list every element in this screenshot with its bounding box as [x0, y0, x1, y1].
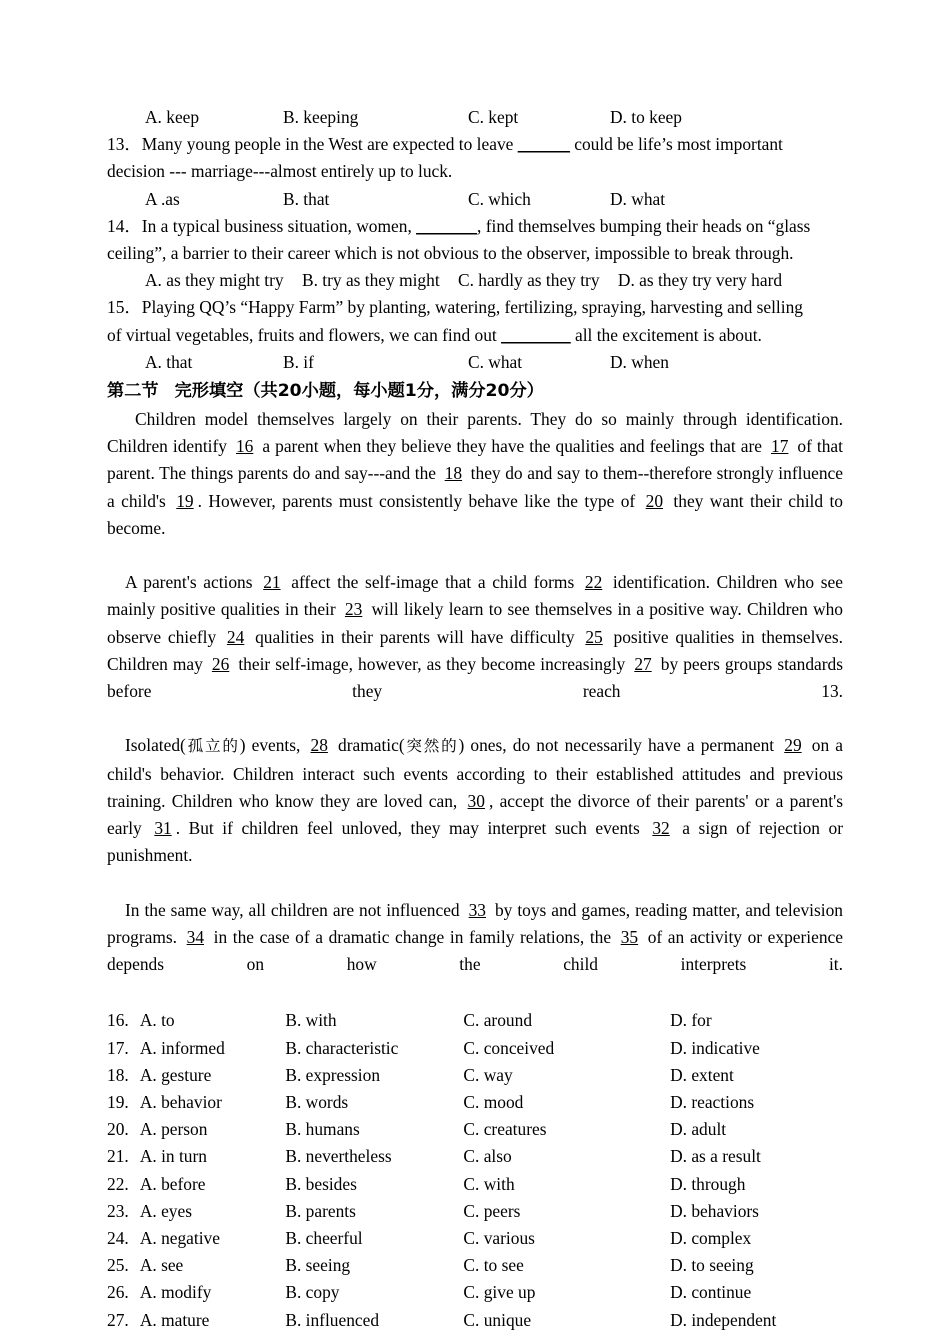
- cloze-p2-text-4: will likely learn to see themselves in a positive way. Children who observe chiefly: [107, 599, 843, 647]
- choice-row: [107, 1171, 843, 1198]
- choice-option-a[interactable]: A. in turn: [139, 1146, 207, 1167]
- q14-stem-text-1: In a typical business situation, women,: [141, 215, 417, 236]
- q14-options-row: [107, 267, 843, 294]
- cloze-p2-text-5: qualities in their parents will have difficulty: [248, 626, 582, 647]
- choice-option-a[interactable]: A. see: [139, 1255, 184, 1276]
- cloze-blank-20: 20: [645, 490, 664, 511]
- cloze-paragraph-1: [107, 406, 843, 569]
- q13-stem-text-1: Many young people in the West are expected to leave: [141, 134, 518, 155]
- choice-row: [107, 1007, 843, 1034]
- cloze-blank-34: 34: [186, 926, 205, 947]
- cloze-blank-32: 32: [652, 818, 670, 839]
- choice-option-d[interactable]: D. extent: [670, 1064, 734, 1085]
- cloze-p2-text-1: A parent's actions: [125, 572, 260, 593]
- choice-option-b[interactable]: B. influenced: [285, 1309, 380, 1330]
- choice-option-c[interactable]: C. give up: [463, 1282, 536, 1303]
- choice-option-d[interactable]: D. reactions: [670, 1092, 755, 1113]
- cloze-blank-25: 25: [585, 626, 603, 647]
- choice-option-a[interactable]: A. mature: [139, 1309, 210, 1330]
- choice-option-c[interactable]: C. creatures: [463, 1119, 547, 1140]
- choice-option-b[interactable]: B. expression: [285, 1064, 381, 1085]
- cloze-blank-29: 29: [784, 735, 802, 756]
- q15-option-b: B. if: [283, 351, 314, 372]
- section-2-title: 完形填空（共: [174, 380, 278, 401]
- choice-option-c[interactable]: C. to see: [463, 1255, 524, 1276]
- choice-option-b[interactable]: B. seeing: [285, 1255, 351, 1276]
- choice-number: 26.: [107, 1282, 129, 1303]
- cloze-p2-text-2: affect the self-image that a child forms: [284, 572, 581, 593]
- exam-page: [107, 104, 843, 1334]
- q13-option-b: B. that: [283, 188, 330, 209]
- choice-row: [107, 1089, 843, 1116]
- cloze-blank-27: 27: [634, 653, 652, 674]
- section-2-unit-1: 小题，每小题: [301, 380, 405, 401]
- section-2-label: 第二节: [107, 380, 159, 401]
- cloze-blank-18: 18: [444, 463, 463, 484]
- cloze-p4-text-4: of an activity or experience depends on how the child interprets it.: [107, 926, 843, 975]
- cloze-p2-text-8: by peers groups standards before they reach 13.: [107, 653, 843, 702]
- choice-row: [107, 1143, 843, 1170]
- cloze-p1-text-2: a parent when they believe they have the qualities and feelings that are: [257, 436, 767, 457]
- cloze-blank-21: 21: [263, 572, 281, 593]
- q12-option-c: C. kept: [468, 107, 519, 127]
- q15-stem-text-3: all the excitement is about.: [570, 324, 762, 345]
- choice-number: 17.: [107, 1037, 129, 1058]
- choice-number: 16.: [107, 1010, 129, 1031]
- choice-option-b[interactable]: B. humans: [285, 1119, 360, 1140]
- choice-option-b[interactable]: B. cheerful: [285, 1228, 363, 1249]
- q14-option-a: A. as they might try: [145, 270, 284, 291]
- choice-number: 21.: [107, 1146, 129, 1167]
- cloze-paragraph-4: [107, 897, 843, 1006]
- choice-option-c[interactable]: C. conceived: [463, 1037, 555, 1058]
- cloze-p4-text-2: by toys and games, reading matter, and television programs.: [107, 899, 843, 947]
- q15-option-a: A. that: [145, 351, 193, 372]
- choice-option-a[interactable]: A. informed: [139, 1037, 225, 1058]
- choice-option-d[interactable]: D. indicative: [670, 1037, 760, 1058]
- cloze-blank-16: 16: [235, 436, 254, 457]
- q15-stem-text-1: Playing QQ’s “Happy Farm” by planting, watering, fertilizing, spraying, harvesting and selling: [141, 297, 803, 318]
- choice-option-c[interactable]: C. mood: [463, 1092, 524, 1113]
- q13-options-row: [107, 186, 843, 213]
- choice-option-c[interactable]: C. way: [463, 1064, 513, 1085]
- choice-option-d[interactable]: D. through: [670, 1173, 746, 1194]
- choice-row: [107, 1116, 843, 1143]
- cloze-p4-text-3: in the case of a dramatic change in family relations, the: [208, 926, 617, 947]
- cloze-p1-text-5: . However, parents must consistently behave like the type of: [197, 490, 642, 511]
- cloze-paragraph-3: [107, 732, 843, 896]
- section-2-count: 20: [277, 380, 302, 401]
- cloze-blank-30: 30: [467, 790, 485, 811]
- choice-option-c[interactable]: C. various: [463, 1228, 535, 1249]
- q14-blank: _______: [416, 215, 478, 236]
- choice-row: [107, 1307, 843, 1334]
- cloze-choices-body: [107, 1007, 843, 1333]
- q13-number: 13．: [107, 134, 142, 155]
- choice-option-d[interactable]: D. adult: [670, 1119, 727, 1140]
- q15-number: 15．: [107, 297, 142, 318]
- choice-number: 25.: [107, 1255, 129, 1276]
- choice-option-c[interactable]: C. unique: [463, 1309, 532, 1330]
- choice-number: 24.: [107, 1228, 129, 1249]
- cloze-blank-28: 28: [310, 735, 328, 756]
- q13-option-c: C. which: [468, 188, 531, 209]
- cloze-p3-text-3: dramatic(: [331, 735, 405, 756]
- choice-option-a[interactable]: A. behavior: [139, 1092, 222, 1113]
- choice-option-d[interactable]: D. to seeing: [670, 1255, 754, 1276]
- q14-stem-line1: [107, 213, 843, 240]
- choice-option-b[interactable]: B. copy: [285, 1282, 340, 1303]
- q15-stem-line1: [107, 294, 843, 321]
- q12-option-a: A. keep: [145, 107, 200, 127]
- q12-options-row: [107, 104, 843, 131]
- choice-option-c[interactable]: C. with: [463, 1173, 515, 1194]
- cloze-gloss-isolated: 孤立的: [185, 737, 240, 756]
- q15-blank: ________: [501, 324, 571, 345]
- choice-option-a[interactable]: A. negative: [139, 1228, 220, 1249]
- q14-option-c: C. hardly as they try: [458, 270, 600, 291]
- choice-option-c[interactable]: C. also: [463, 1146, 512, 1167]
- cloze-p3-text-1: Isolated(: [125, 735, 186, 756]
- choice-option-d[interactable]: D. as a result: [670, 1146, 761, 1167]
- choice-option-b[interactable]: B. nevertheless: [285, 1146, 392, 1167]
- choice-option-a[interactable]: A. person: [139, 1119, 208, 1140]
- cloze-blank-31: 31: [154, 818, 172, 839]
- cloze-p1-text-4: they do and say to them--therefore strongly influence a child's: [107, 463, 843, 511]
- choice-row: [107, 1198, 843, 1225]
- cloze-blank-22: 22: [584, 572, 603, 593]
- q14-option-b: B. try as they might: [301, 270, 440, 291]
- q13-blank: ______: [517, 134, 570, 155]
- section-2-unit-2: 分，满分: [416, 380, 486, 401]
- choice-option-a[interactable]: A. to: [139, 1010, 175, 1031]
- cloze-p4-text-1: In the same way, all children are not influenced: [125, 899, 465, 920]
- choice-row: [107, 1279, 843, 1306]
- cloze-p3-text-2: ) events,: [239, 735, 307, 756]
- cloze-blank-19: 19: [176, 490, 194, 511]
- choice-option-c[interactable]: C. around: [463, 1010, 533, 1031]
- cloze-blank-24: 24: [226, 626, 245, 647]
- section-2-points-each: 1: [404, 380, 417, 401]
- section-2-total: 20: [485, 380, 510, 401]
- choice-number: 22.: [107, 1173, 129, 1194]
- choice-number: 20.: [107, 1119, 129, 1140]
- choice-option-a[interactable]: A. eyes: [139, 1200, 192, 1221]
- q15-stem-line2: [107, 322, 843, 349]
- choice-option-b[interactable]: B. parents: [285, 1200, 356, 1221]
- q13-option-d: D. what: [610, 188, 666, 209]
- q12-option-d: D. to keep: [610, 107, 682, 127]
- cloze-choices-table: [107, 1007, 843, 1333]
- choice-number: 19.: [107, 1092, 129, 1113]
- cloze-p3-text-7: . But if children feel unloved, they may interpret such events: [175, 818, 649, 839]
- cloze-p3-text-8: a sign of rejection or punishment.: [107, 818, 843, 866]
- cloze-p2-text-7: their self-image, however, as they become increasingly: [233, 653, 631, 674]
- q14-stem-text-2: , find themselves bumping their heads on “glass: [477, 215, 811, 236]
- q13-stem-line2: decision --- marriage---almost entirely up to luck.: [107, 161, 453, 182]
- q14-option-d: D. as they try very hard: [617, 270, 783, 291]
- cloze-p1-text-1: Children model themselves largely on their parents. They do so mainly through identification. Children identify: [107, 408, 843, 457]
- q15-stem-text-2: of virtual vegetables, fruits and flowers, we can find out: [107, 324, 502, 345]
- q12-option-b: B. keeping: [283, 107, 359, 127]
- choice-option-b[interactable]: B. besides: [285, 1173, 357, 1194]
- cloze-p1-text-6: they want their child to become.: [107, 490, 844, 538]
- cloze-blank-26: 26: [211, 653, 230, 674]
- choice-option-d[interactable]: D. independent: [670, 1309, 777, 1330]
- q14-stem-line2: ceiling”, a barrier to their career which is not obvious to the observer, impossible to break through.: [107, 242, 794, 263]
- q15-option-d: D. when: [610, 351, 669, 372]
- choice-option-d[interactable]: D. complex: [670, 1228, 752, 1249]
- choice-number: 18.: [107, 1064, 129, 1085]
- cloze-p2-text-3: identification. Children who see mainly positive qualities in their: [107, 572, 843, 620]
- q13-stem-line1: [107, 131, 843, 158]
- cloze-blank-35: 35: [620, 926, 639, 947]
- choice-option-d[interactable]: D. behaviors: [670, 1200, 759, 1221]
- choice-option-b[interactable]: B. words: [285, 1092, 349, 1113]
- choice-option-a[interactable]: A. modify: [139, 1282, 212, 1303]
- cloze-blank-23: 23: [344, 599, 363, 620]
- section-2-unit-3: 分）: [509, 380, 544, 401]
- q13-stem-text-2: could be life’s most important: [569, 134, 783, 155]
- cloze-paragraph-2: [107, 569, 843, 732]
- choice-number: 23.: [107, 1200, 129, 1221]
- choice-row: [107, 1252, 843, 1279]
- choice-option-b[interactable]: B. characteristic: [285, 1037, 399, 1058]
- q15-options-row: [107, 349, 843, 376]
- choice-option-c[interactable]: C. peers: [463, 1200, 521, 1221]
- cloze-gloss-dramatic: 突然的: [404, 737, 459, 756]
- choice-option-d[interactable]: D. continue: [670, 1282, 752, 1303]
- cloze-p3-text-5: on a child's behavior. Children interact such events according to their established attitudes and previous training. Children who know they are loved can,: [107, 735, 843, 811]
- choice-number: 27.: [107, 1309, 129, 1330]
- choice-row: [107, 1035, 843, 1062]
- cloze-p1-text-3: of that parent. The things parents do and say---and the: [107, 436, 843, 484]
- choice-option-a[interactable]: A. before: [139, 1173, 206, 1194]
- cloze-p3-text-4: ) ones, do not necessarily have a permanent: [458, 735, 781, 756]
- q13-option-a: A .as: [145, 188, 180, 209]
- cloze-p3-text-6: , accept the divorce of their parents' or a parent's early: [107, 790, 843, 839]
- cloze-p2-text-6: positive qualities in themselves. Children may: [107, 626, 843, 674]
- section-2-heading: [107, 376, 843, 406]
- choice-option-d[interactable]: D. for: [670, 1010, 712, 1031]
- choice-option-b[interactable]: B. with: [285, 1010, 337, 1031]
- q14-number: 14．: [107, 215, 142, 236]
- choice-option-a[interactable]: A. gesture: [139, 1064, 212, 1085]
- cloze-blank-33: 33: [468, 899, 486, 920]
- cloze-blank-17: 17: [771, 436, 789, 457]
- choice-row: [107, 1225, 843, 1252]
- q15-option-c: C. what: [468, 351, 523, 372]
- choice-row: [107, 1062, 843, 1089]
